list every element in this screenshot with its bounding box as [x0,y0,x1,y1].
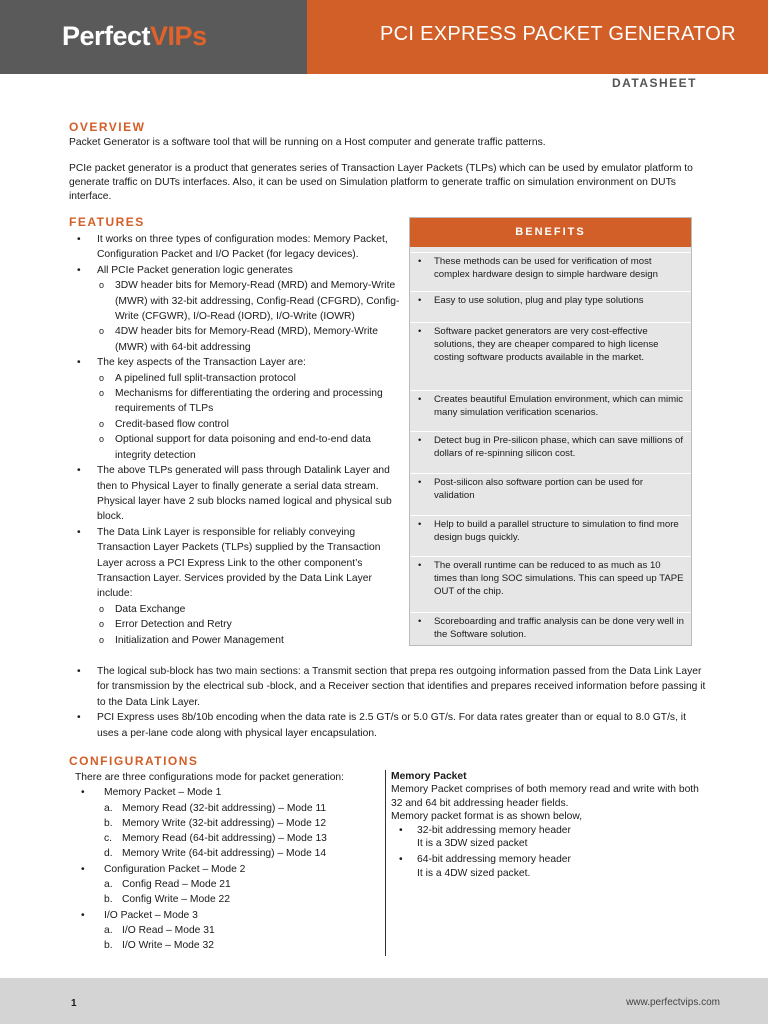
config-mode: b. Memory Write (32-bit addressing) – Mode 12 [104,817,327,829]
website-url: www.perfectvips.com [626,997,720,1008]
benefit-item: • Creates beautiful Emulation environment, which can mimic many simulation verification scenarios. [410,390,691,426]
feature-subitem: o Credit-based flow control [69,417,403,432]
feature-item: • The key aspects of the Transaction Layer are: [69,355,403,370]
company-logo [62,21,207,52]
feature-item: • The Data Link Layer is responsible for reliably conveying Transaction Layer Packets (TLPs) supplied by the Transaction Layer across a PCI Express Link to the other component’s Transaction Layer. Services provided by the Data Link Layer include: [69,525,403,602]
feature-item: • PCI Express uses 8b/10b encoding when the data rate is 2.5 GT/s or 5.0 GT/s. For data rates greater than or equal to 8.0 GT/s, it uses a per-lane code along with physical layer encapsulation. [69,710,709,741]
page-footer [0,978,768,1024]
config-group: • Memory Packet – Mode 1 [69,785,381,800]
memory-packet-note: It is a 4DW sized packet. [417,867,531,879]
overview-paragraph-1: Packet Generator is a software tool that will be running on a Host computer and generate traffic patterns. [69,137,546,148]
memory-packet-title: Memory Packet [391,771,467,782]
column-divider [385,770,386,956]
features-heading: FEATURES [69,215,145,229]
document-title: PCI EXPRESS PACKET GENERATOR [380,23,736,45]
features-list-continued [69,664,709,741]
configurations-intro: There are three configurations mode for packet generation: [75,772,345,783]
logo-perfect: Perfect [62,21,151,51]
overview-heading: OVERVIEW [69,120,146,134]
configurations-heading: CONFIGURATIONS [69,754,199,768]
memory-packet-item: • 64-bit addressing memory header [391,853,711,866]
memory-packet-item: • 32-bit addressing memory header [391,824,711,837]
config-group: • I/O Packet – Mode 3 [69,908,381,923]
benefit-item: • Easy to use solution, plug and play type solutions [410,291,691,317]
memory-packet-note: It is a 3DW sized packet [417,838,528,850]
page-number: 1 [71,998,77,1009]
memory-packet-format: Memory packet format is as shown below, [391,811,583,823]
config-mode: a. Memory Read (32-bit addressing) – Mode 11 [104,802,327,814]
benefit-item: • Post-silicon also software portion can be used for validation [410,473,691,509]
feature-subitem: o Mechanisms for differentiating the ordering and processing requirements of TLPs [69,386,403,417]
configurations-list [69,770,381,954]
feature-subitem: o A pipelined full split-transaction protocol [69,371,403,386]
config-mode: a. I/O Read – Mode 31 [104,924,215,936]
benefit-item: • These methods can be used for verification of most complex hardware design to simple hardware design [410,252,691,288]
memory-packet-section [391,770,711,880]
benefits-heading: BENEFITS [410,218,691,247]
feature-item: • The logical sub-block has two main sections: a Transmit section that prepa res outgoing information passed from the Data Link Layer for transmission by the electrical sub -block, and a Receiver section that identifies and prepares received information before passing it to the Data Link Layer. [69,664,709,710]
benefit-item: • Software packet generators are very cost-effective solutions, they are cheaper compared to high license costing software products available in the market. [410,322,691,384]
config-mode: a. Config Read – Mode 21 [104,879,231,891]
config-mode: c. Memory Read (64-bit addressing) – Mode 13 [104,833,327,845]
benefit-item: • Detect bug in Pre-silicon phase, which can save millions of dollars of re-spinning silicon cost. [410,431,691,467]
config-mode: b. I/O Write – Mode 32 [104,940,214,952]
config-group: • Configuration Packet – Mode 2 [69,862,381,877]
memory-packet-description: Memory Packet comprises of both memory read and write with both 32 and 64 bit addressing header fields. [391,784,699,809]
benefit-item: • Help to build a parallel structure to simulation to find more design bugs quickly. [410,515,691,551]
feature-item: • The above TLPs generated will pass through Datalink Layer and then to Physical Layer to finally generate a serial data stream. Physical layer have 2 sub blocks named logical and physical sub block. [69,463,403,525]
feature-subitem: o Error Detection and Retry [69,617,403,632]
overview-paragraph-2: PCIe packet generator is a product that generates series of Transaction Layer Packets (TLPs) which can be used by emulator platform to generate traffic on DUTs interfaces. Also, it can be used on Simulation platform to generate traffic on simulation environment on DUTs interface. [69,163,693,202]
benefit-item: • Scoreboarding and traffic analysis can be done very well in the Software solution. [410,612,691,645]
feature-item: • It works on three types of configuration modes: Memory Packet, Configuration Packet and I/O Packet (for legacy devices). [69,232,403,263]
config-mode: b. Config Write – Mode 22 [104,894,230,906]
features-list [69,232,403,648]
document-type: DATASHEET [611,76,697,90]
feature-item: • All PCIe Packet generation logic generates [69,263,403,278]
feature-subitem: o 4DW header bits for Memory-Read (MRD), Memory-Write (MWR) with 64-bit addressing [69,324,403,355]
feature-subitem: o Initialization and Power Management [69,633,403,648]
feature-subitem: o 3DW header bits for Memory-Read (MRD) and Memory-Write (MWR) with 32-bit addressing, Config-Read (CFGRD), Config-Write (CFGWR), I/O-Read (IORD), I/O-Write (IOWR) [69,278,403,324]
benefits-panel [409,217,692,646]
logo-vips: VIPs [150,21,207,51]
benefit-item: • The overall runtime can be reduced to as much as 10 times than long SOC simulations. This can speed up TAPE OUT of the chip. [410,556,691,606]
feature-subitem: o Optional support for data poisoning and end-to-end data integrity detection [69,432,403,463]
feature-subitem: o Data Exchange [69,602,403,617]
config-mode: d. Memory Write (64-bit addressing) – Mode 14 [104,848,327,860]
header-logo-band [0,0,307,74]
